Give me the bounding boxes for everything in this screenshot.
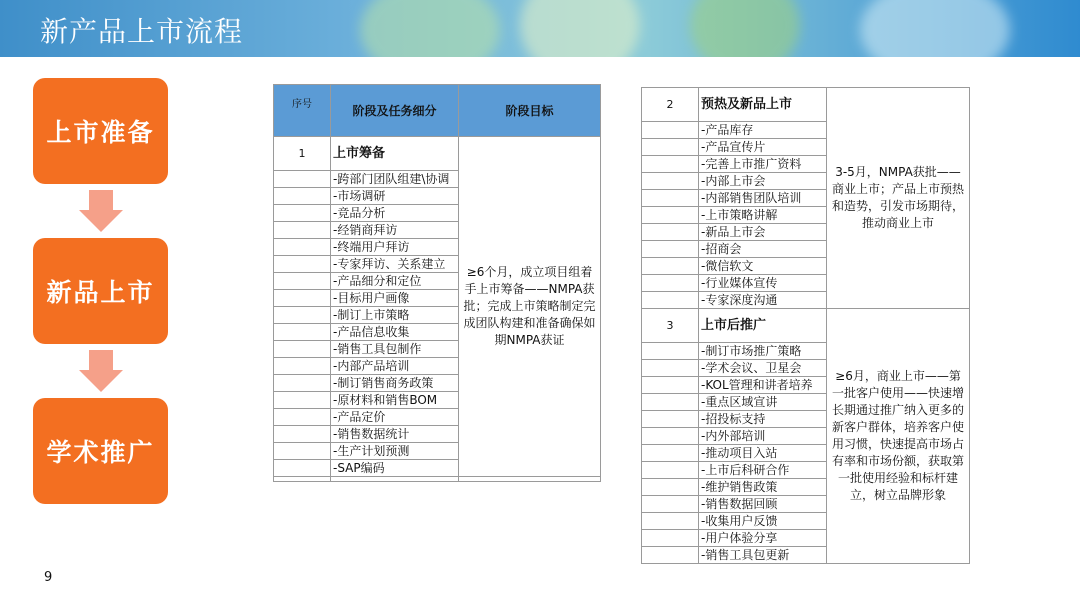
task-item: -市场调研	[331, 188, 459, 205]
task-item: -内部上市会	[699, 173, 827, 190]
table-row	[642, 88, 970, 122]
phase-title: 预热及新品上市	[699, 88, 827, 122]
page-title: 新产品上市流程	[40, 15, 244, 48]
task-item: -重点区域宣讲	[699, 394, 827, 411]
banner-decoration	[860, 0, 1010, 57]
task-item: -跨部门团队组建\协调	[331, 171, 459, 188]
table-row	[642, 309, 970, 343]
phase-number: 1	[274, 137, 331, 171]
step-market-prep: 上市准备	[33, 78, 168, 184]
task-item: -推动项目入站	[699, 445, 827, 462]
task-item: -专家深度沟通	[699, 292, 827, 309]
task-item: -行业媒体宣传	[699, 275, 827, 292]
task-item: -维护销售政策	[699, 479, 827, 496]
banner-decoration	[520, 0, 640, 57]
step-product-launch: 新品上市	[33, 238, 168, 344]
page-number: 9	[44, 570, 53, 585]
down-arrow-icon	[79, 190, 123, 232]
phase-number: 3	[642, 309, 699, 343]
step-academic-promotion: 学术推广	[33, 398, 168, 504]
task-item: -经销商拜访	[331, 222, 459, 239]
header-task: 阶段及任务细分	[331, 85, 459, 137]
task-item: -竞品分析	[331, 205, 459, 222]
task-item: -微信软文	[699, 258, 827, 275]
task-item: -上市后科研合作	[699, 462, 827, 479]
phase-goal: ≥6个月，成立项目组着手上市筹备——NMPA获批；完成上市策略制定完成团队构建和准备确保如期NMPA获证	[459, 137, 601, 477]
task-item: -销售工具包更新	[699, 547, 827, 564]
task-item: -制订销售商务政策	[331, 375, 459, 392]
task-item: -销售数据统计	[331, 426, 459, 443]
task-item: -用户体验分享	[699, 530, 827, 547]
header-goal: 阶段目标	[459, 85, 601, 137]
task-item: -完善上市推广资料	[699, 156, 827, 173]
banner-decoration	[360, 0, 500, 57]
task-item: -内部产品培训	[331, 358, 459, 375]
task-item: -产品细分和定位	[331, 273, 459, 290]
task-item: -收集用户反馈	[699, 513, 827, 530]
launch-stage-table	[641, 87, 970, 564]
task-item: -销售数据回顾	[699, 496, 827, 513]
phase-goal: 3-5月，NMPA获批——商业上市；产品上市预热和造势，引发市场期待，推动商业上市	[827, 88, 970, 309]
task-item: -生产计划预测	[331, 443, 459, 460]
task-item: -制订上市策略	[331, 307, 459, 324]
prep-stage-table	[273, 84, 601, 482]
task-item: -内部销售团队培训	[699, 190, 827, 207]
table-row	[274, 477, 601, 482]
task-item: -招商会	[699, 241, 827, 258]
task-item: -目标用户画像	[331, 290, 459, 307]
task-item: -招投标支持	[699, 411, 827, 428]
task-item: -原材料和销售BOM	[331, 392, 459, 409]
table-row	[274, 137, 601, 171]
task-item: -SAP编码	[331, 460, 459, 477]
down-arrow-icon	[79, 350, 123, 392]
task-item: -产品定价	[331, 409, 459, 426]
task-item: -产品库存	[699, 122, 827, 139]
title-banner	[0, 0, 1080, 57]
task-item: -上市策略讲解	[699, 207, 827, 224]
task-item: -终端用户拜访	[331, 239, 459, 256]
task-item: -专家拜访、关系建立	[331, 256, 459, 273]
task-item: -内外部培训	[699, 428, 827, 445]
task-item: -新品上市会	[699, 224, 827, 241]
phase-goal: ≥6月，商业上市——第一批客户使用——快速增长期通过推广纳入更多的新客户群体，培养客户使用习惯，快速提高市场占有率和市场份额，获取第一批使用经验和标杆建立，树立品牌形象	[827, 309, 970, 564]
task-item: -KOL管理和讲者培养	[699, 377, 827, 394]
header-seq: 序号	[274, 85, 331, 137]
phase-title: 上市后推广	[699, 309, 827, 343]
task-item: -销售工具包制作	[331, 341, 459, 358]
task-item: -产品宣传片	[699, 139, 827, 156]
task-item: -学术会议、卫星会	[699, 360, 827, 377]
table-header-row	[274, 85, 601, 137]
task-item: -制订市场推广策略	[699, 343, 827, 360]
phase-number: 2	[642, 88, 699, 122]
phase-title: 上市筹备	[331, 137, 459, 171]
banner-decoration	[690, 0, 800, 57]
task-item: -产品信息收集	[331, 324, 459, 341]
